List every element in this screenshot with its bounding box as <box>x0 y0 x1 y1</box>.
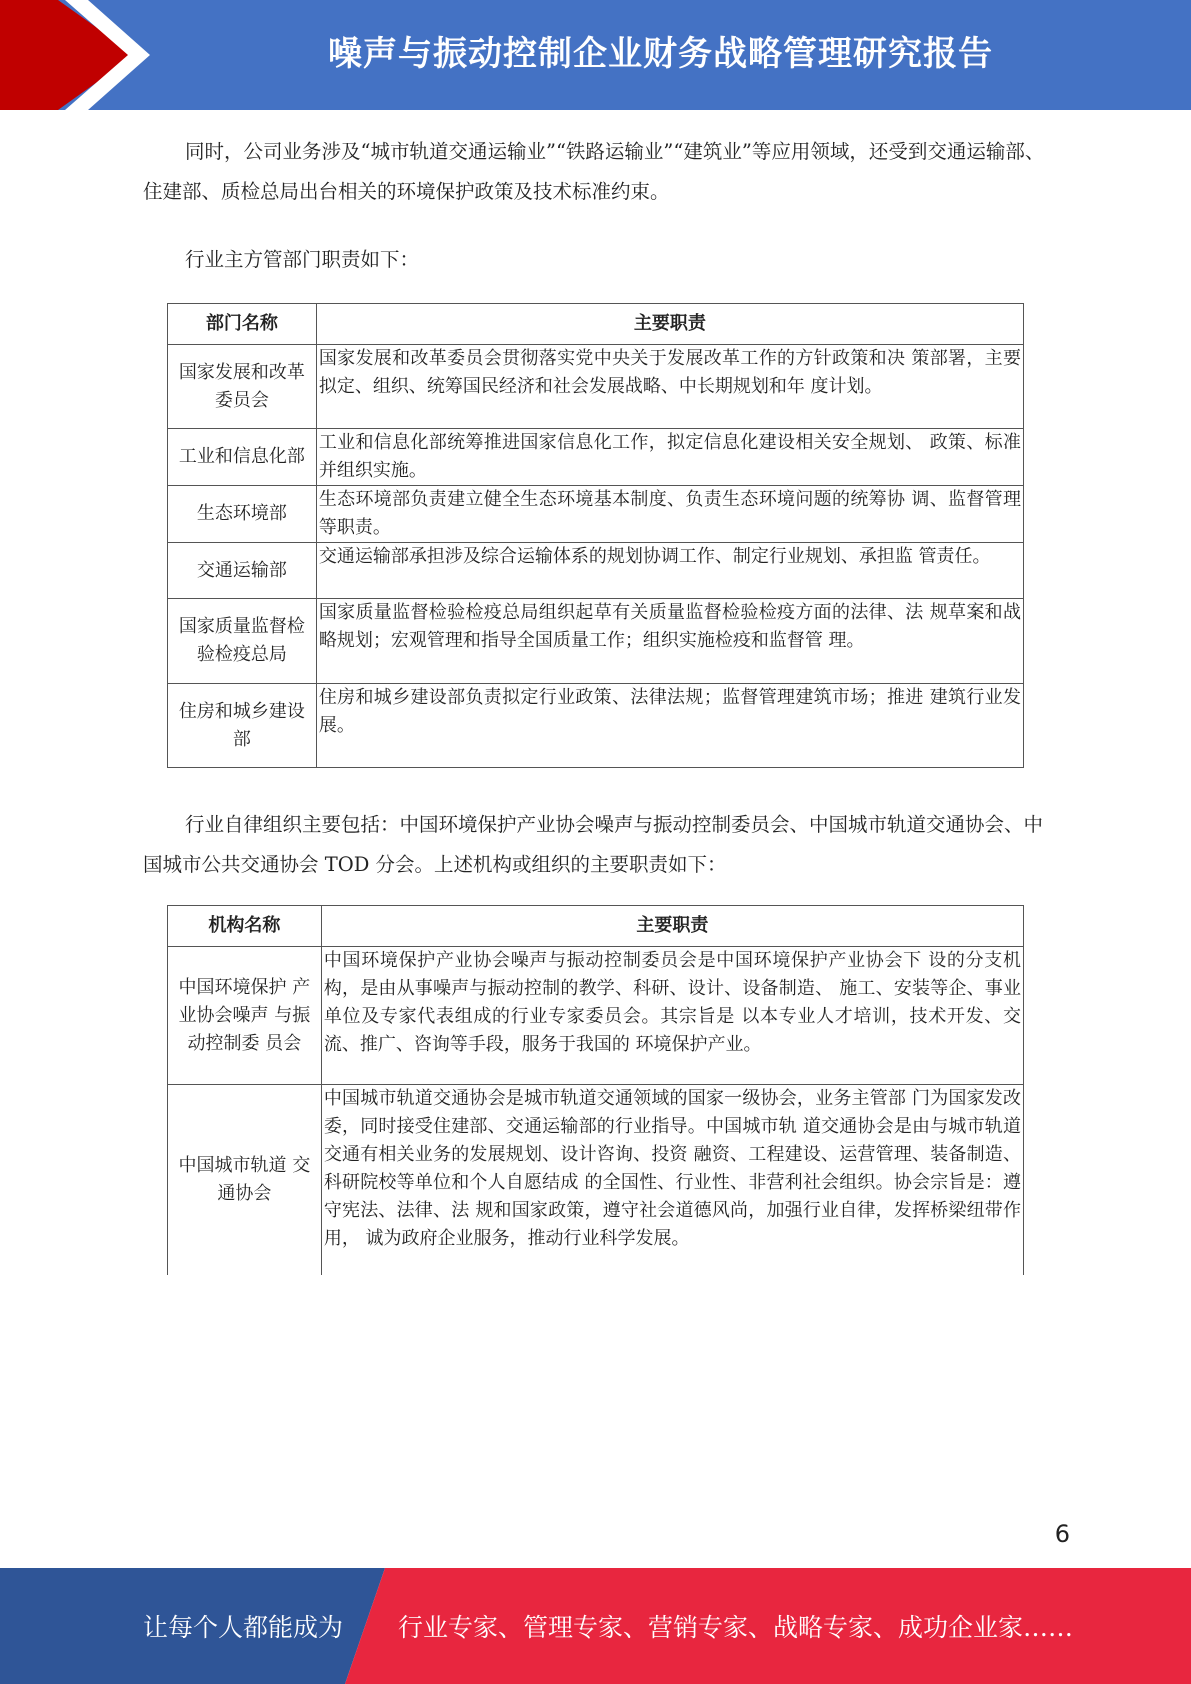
table-row <box>168 345 1024 429</box>
column-header: 部门名称 <box>168 304 317 345</box>
department-name-cell: 国家发展和改革委员会 <box>168 345 317 429</box>
organization-name-cell: 中国环境保护 产业协会噪声 与振动控制委 员会 <box>168 947 322 1085</box>
page-footer <box>0 1568 1191 1684</box>
table-header-row <box>168 304 1024 345</box>
page-header <box>0 0 1191 110</box>
table-row <box>168 486 1024 543</box>
department-duty-cell: 工业和信息化部统筹推进国家信息化工作，拟定信息化建设相关安全规划、 政策、标准并组织实施。 <box>316 429 1023 486</box>
header-arrow-decoration <box>0 0 160 110</box>
department-duty-cell: 国家发展和改革委员会贯彻落实党中央关于发展改革工作的方针政策和决 策部署，主要拟定、组织、统筹国民经济和社会发展战略、中长期规划和年 度计划。 <box>316 345 1023 429</box>
table-row <box>168 543 1024 599</box>
table-row <box>168 429 1024 486</box>
department-duty-cell: 生态环境部负责建立健全生态环境基本制度、负责生态环境问题的统筹协 调、监督管理等职责。 <box>316 486 1023 543</box>
page-number: 6 <box>1054 1520 1070 1548</box>
organization-duty-table <box>167 905 1024 1275</box>
department-name-cell: 住房和城乡建设部 <box>168 684 317 768</box>
column-header: 主要职责 <box>321 906 1023 947</box>
organization-duty-cell: 中国环境保护产业协会噪声与振动控制委员会是中国环境保护产业协会下 设的分支机构，是由从事噪声与振动控制的教学、科研、设计、设备制造、 施工、安装等企、事业单位及专家代表组成的行业专家委员会。其宗旨是 以本专业人才培训，技术开发、交流、推广、咨询等手段，服务于我国的 环境保护产业。 <box>321 947 1023 1085</box>
footer-slogan-lead: 让每个人都能成为 <box>143 1613 344 1642</box>
department-duty-table <box>167 303 1024 768</box>
department-name-cell: 生态环境部 <box>168 486 317 543</box>
table-row <box>168 599 1024 684</box>
department-name-cell: 工业和信息化部 <box>168 429 317 486</box>
table-header-row <box>168 906 1024 947</box>
table-row <box>168 1085 1024 1275</box>
department-name-cell: 国家质量监督检验检疫总局 <box>168 599 317 684</box>
department-duty-cell: 住房和城乡建设部负责拟定行业政策、法律法规；监督管理建筑市场；推进 建筑行业发展。 <box>316 684 1023 768</box>
report-title: 噪声与振动控制企业财务战略管理研究报告 <box>328 34 993 74</box>
organization-duty-cell: 中国城市轨道交通协会是城市轨道交通领域的国家一级协会，业务主管部 门为国家发改委，同时接受住建部、交通运输部的行业指导。中国城市轨 道交通协会是由与城市轨道交通有相关业务的发展规划、设计咨询、投资 融资、工程建设、运营管理、装备制造、科研院校等单位和个人自愿结成 的全国性、行业性、非营利社会组织。协会宗旨是：遵守宪法、法律、法 规和国家政策，遵守社会道德风尚，加强行业自律，发挥桥梁纽带作用， 诚为政府企业服务，推动行业科学发展。 <box>321 1085 1023 1275</box>
department-name-cell: 交通运输部 <box>168 543 317 599</box>
footer-slogan-list: 行业专家、管理专家、营销专家、战略专家、成功企业家…… <box>398 1613 1074 1642</box>
column-header: 主要职责 <box>316 304 1023 345</box>
intro-paragraph: 同时，公司业务涉及“城市轨道交通运输业”“铁路运输业”“建筑业”等应用领域，还受到交通运输部、住建部、质检总局出台相关的环境保护政策及技术标准约束。 <box>143 140 1045 203</box>
department-duty-cell: 交通运输部承担涉及综合运输体系的规划协调工作、制定行业规划、承担监 管责任。 <box>316 543 1023 599</box>
table-row <box>168 684 1024 768</box>
column-header: 机构名称 <box>168 906 322 947</box>
table1-caption: 行业主方管部门职责如下： <box>185 248 420 271</box>
organization-name-cell: 中国城市轨道 交通协会 <box>168 1085 322 1275</box>
table-row <box>168 947 1024 1085</box>
department-duty-cell: 国家质量监督检验检疫总局组织起草有关质量监督检验检疫方面的法律、法 规草案和战略规划；宏观管理和指导全国质量工作；组织实施检疫和监督管 理。 <box>316 599 1023 684</box>
table2-intro-paragraph: 行业自律组织主要包括：中国环境保护产业协会噪声与振动控制委员会、中国城市轨道交通协会、中国城市公共交通协会 TOD 分会。上述机构或组织的主要职责如下： <box>143 813 1044 876</box>
